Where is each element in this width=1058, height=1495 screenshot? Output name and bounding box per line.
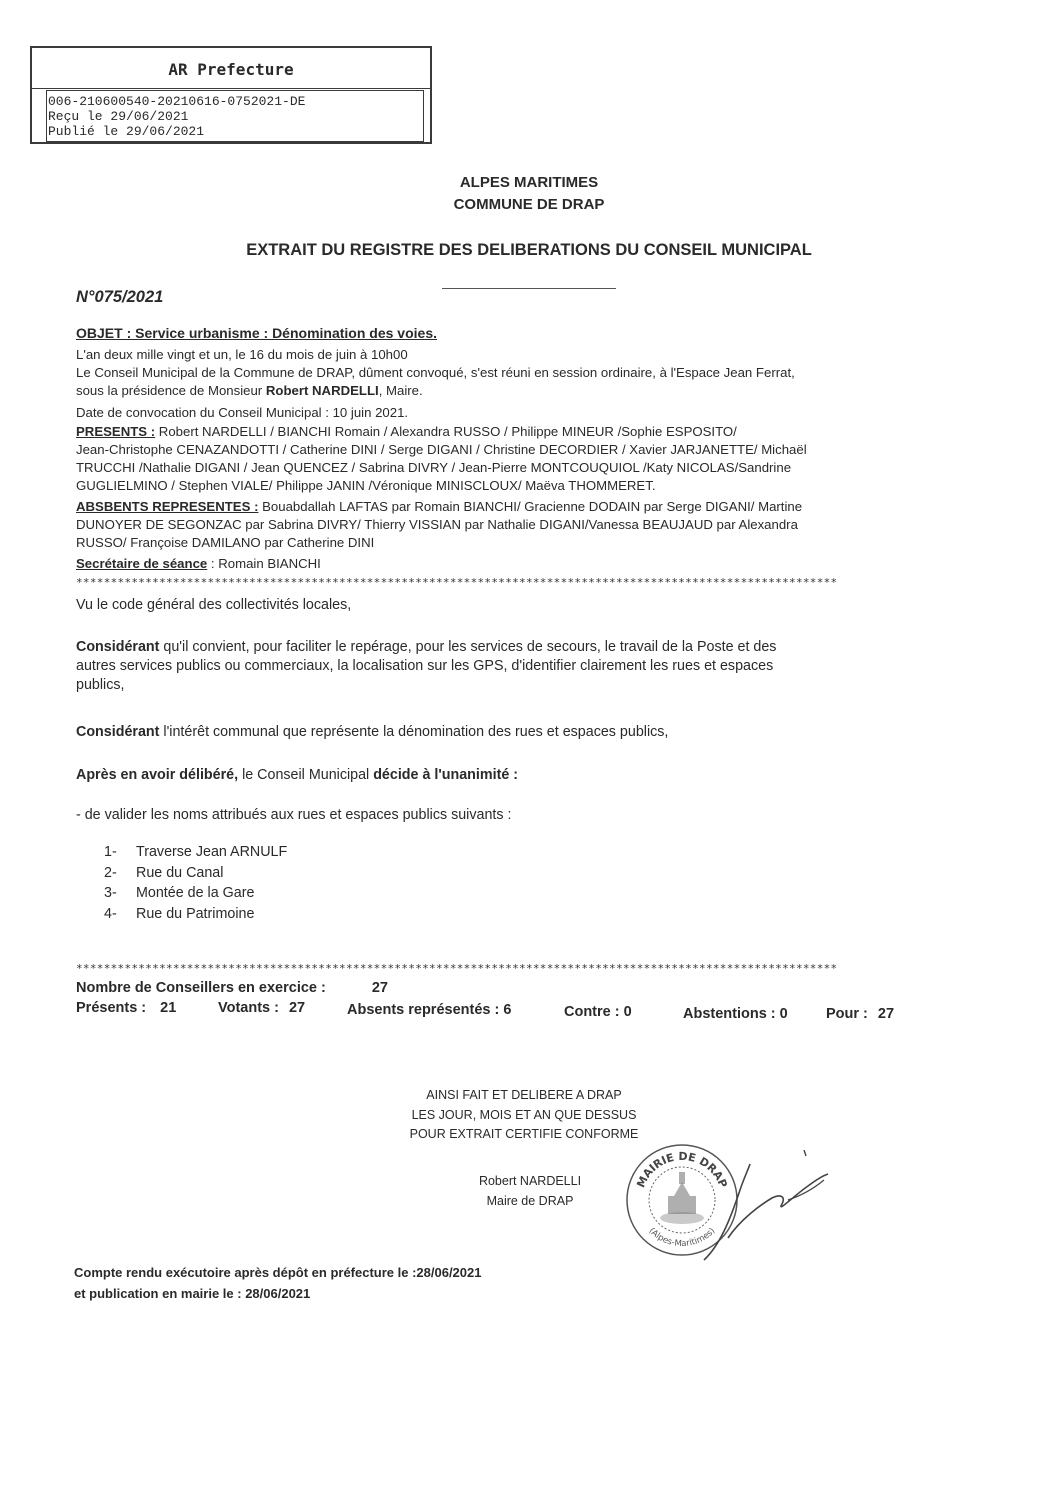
svg-text:MAIRIE DE DRAP: MAIRIE DE DRAP xyxy=(634,1149,730,1190)
preamble-date: L'an deux mille vingt et un, le 16 du mois de juin à 10h00 xyxy=(76,347,408,362)
prefecture-filing-date: Compte rendu exécutoire après dépôt en préfecture le :28/06/2021 xyxy=(74,1265,482,1280)
list-item: 1- Traverse Jean ARNULF xyxy=(104,844,288,860)
convocation-date: Date de convocation du Conseil Municipal : 10 juin 2021. xyxy=(76,405,409,420)
preamble-presidency: sous la présidence de Monsieur Robert NARDELLI, Maire. xyxy=(76,383,423,398)
ar-prefecture-stamp xyxy=(30,46,432,144)
councillors-count: Nombre de Conseillers en exercice : 27 xyxy=(76,980,388,996)
validation-line: - de valider les noms attribués aux rues et espaces publics suivants : xyxy=(76,807,512,823)
list-item: 2- Rue du Canal xyxy=(104,864,224,881)
decision-line: Après en avoir délibéré, le Conseil Municipal décide à l'unanimité : xyxy=(76,767,519,783)
stamp-published: Publié le 29/06/2021 xyxy=(48,124,205,139)
signer-name: Robert NARDELLI xyxy=(478,1174,582,1188)
presents-line: GUGLIELMINO / Stephen VIALE/ Philippe JANIN /Véronique MINISCLOUX/ Maëva THOMMERET. xyxy=(76,478,656,493)
separator-top: ************************************************************************************************************** xyxy=(76,576,838,589)
vote-abstentions: Abstentions : 0 xyxy=(683,1006,788,1022)
mayor-signature xyxy=(700,1150,840,1270)
document-header xyxy=(0,172,1058,216)
presents-label: PRESENTS : xyxy=(76,424,156,439)
stamp-reference: 006-210600540-20210616-0752021-DE xyxy=(48,94,306,109)
town-hall-publication-date: et publication en mairie le : 28/06/2021 xyxy=(74,1286,311,1301)
list-item: 3- Montée de la Gare xyxy=(104,885,255,901)
stamp-details xyxy=(48,94,422,139)
presents-line: Jean-Christophe CENAZANDOTTI / Catherine DINI / Serge DIGANI / Christine DECORDIER / Xavier JARJANETTE/ Michaël xyxy=(76,442,807,457)
commune-name: COMMUNE DE DRAP xyxy=(453,196,605,213)
absents-label: ABSBENTS REPRESENTES : xyxy=(76,499,259,514)
deliberation-subject: OBJET : Service urbanisme : Dénomination des voies. xyxy=(76,325,437,341)
legal-basis: Vu le code général des collectivités locales, xyxy=(76,597,352,613)
street-list xyxy=(104,842,287,924)
vote-absents: Absents représentés : 6 xyxy=(347,1002,512,1018)
vote-votants: Votants : 27 xyxy=(218,1000,306,1016)
stamp-title: AR Prefecture xyxy=(32,48,430,89)
vote-presents: Présents : 21 xyxy=(76,1000,177,1016)
mayor-name: Robert NARDELLI xyxy=(265,383,379,398)
department-name: ALPES MARITIMES xyxy=(459,174,599,191)
signer-block xyxy=(440,1172,620,1211)
separator-bottom: ************************************************************************************************************** xyxy=(76,962,838,975)
absents-line: ABSBENTS REPRESENTES : Bouabdallah LAFTAS par Romain BIANCHI/ Gracienne DODAIN par Serge DIGANI/ Martine xyxy=(76,499,803,514)
document-title: EXTRAIT DU REGISTRE DES DELIBERATIONS DU CONSEIL MUNICIPAL xyxy=(246,241,812,259)
presents-line: TRUCCHI /Nathalie DIGANI / Jean QUENCEZ / Sabrina DIVRY / Jean-Pierre MONTCOUQUIOL /Katy NICOLAS/Sandrine xyxy=(76,460,792,475)
presents-line: PRESENTS : Robert NARDELLI / BIANCHI Romain / Alexandra RUSSO / Philippe MINEUR /Sophie ESPOSITO/ xyxy=(76,424,737,439)
considerant-2: Considérant l'intérêt communal que représente la dénomination des rues et espaces publics, xyxy=(76,724,669,740)
considerant-1: Considérant qu'il convient, pour faciliter le repérage, pour les services de secours, le travail de la Poste et des autres services publics ou commerciaux, la localisation sur les GPS, d'identifier clairement les rues et espaces publics, xyxy=(76,639,777,693)
absents-line: DUNOYER DE SEGONZAC par Sabrina DIVRY/ Thierry VISSIAN par Nathalie DIGANI/Vanessa BEAUJAUD par Alexandra xyxy=(76,517,798,532)
secretary-line xyxy=(76,555,321,572)
preamble-session: Le Conseil Municipal de la Commune de DRAP, dûment convoqué, s'est réuni en session ordinaire, à l'Espace Jean Ferrat, xyxy=(76,365,795,380)
title-divider xyxy=(442,288,616,289)
execution-notice xyxy=(74,1262,481,1304)
vote-contre: Contre : 0 xyxy=(564,1004,632,1020)
svg-text:(Alpes-Maritimes): (Alpes-Maritimes) xyxy=(646,1226,718,1250)
closing-formula: AINSI FAIT ET DELIBERE A DRAP LES JOUR, MOIS ET AN QUE DESSUS POUR EXTRAIT CERTIFIE CONFORME xyxy=(409,1088,639,1141)
stamp-received: Reçu le 29/06/2021 xyxy=(48,109,189,124)
deliberation-number: N°075/2021 xyxy=(76,288,164,306)
absents-line: RUSSO/ Françoise DAMILANO par Catherine DINI xyxy=(76,535,375,550)
list-item: 4- Rue du Patrimoine xyxy=(104,905,255,922)
secretary-label: Secrétaire de séance xyxy=(76,556,208,571)
secretary-name: : Romain BIANCHI xyxy=(207,556,321,571)
signer-title: Maire de DRAP xyxy=(486,1193,574,1208)
vote-pour: Pour : 27 xyxy=(826,1006,895,1022)
